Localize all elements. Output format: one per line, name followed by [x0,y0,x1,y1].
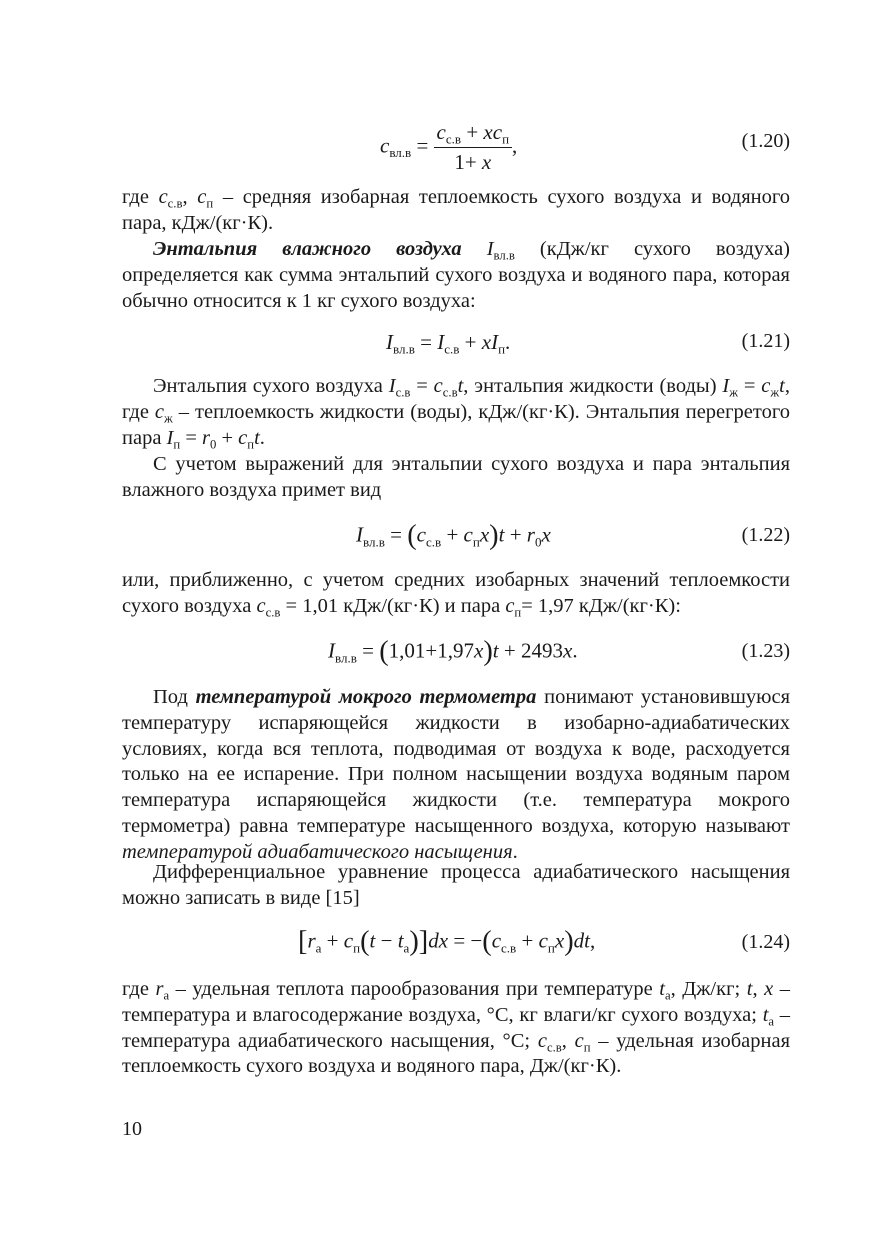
paragraph-7: Дифференциальное уравнение процесса адиабатического насыщения можно записать в виде [15] [122,861,790,909]
equation-number: (1.22) [741,524,790,546]
equation-number: (1.23) [741,640,790,662]
paragraph-2: Энтальпия влажного воздуха $I_{вл.в}$ (кДж/кг сухого воздуха) определяется как сумма энтальпий сухого воздуха и водяного пара, которая обычно относится к 1 кг сухого воздуха: [122,238,791,312]
equation-1-22: $I_{вл.в} = (c_{с.в} + c_пx)t + r_0x$ (1.22) [356,520,790,551]
equation-1-24: $[r_а + c_п(t - t_а)]dx = -(c_{с.в} + c_пx)dt$, (1.24) [298,926,790,957]
term-humid-air-enthalpy: Энтальпия влажного воздуха [153,238,462,260]
equation-1-20: $c_{вл.в}$ = $\frac{c_{с.в} + xc_п}{1+ x}$ , (1.20) [380,120,790,174]
term-wet-bulb-temperature: температурой мокрого термометра [195,686,537,708]
page-number: 10 [122,1118,142,1140]
equation-1-21: $I_{вл.в} = I_{с.в} + xI_п$. (1.21) [386,330,790,357]
equation-1-23: $I_{вл.в} = (1,01+1,97x)t + 2493x$. (1.23) [328,636,790,667]
equation-number: (1.20) [741,130,790,152]
term-adiabatic-saturation-temperature: температурой адиабатического насыщения [122,840,513,863]
equation-number: (1.24) [741,931,790,953]
paragraph-3: Энтальпия сухого воздуха $I_{с.в} = c_{с.в}t$, энтальпия жидкости (воды) $I_ж = c_жt$, где $c_ж$ – теплоемкость жидкости (воды), кДж/(кг·К). Энтальпия перегретого пара $I_п = r_0 + c_пt$. [122,375,790,452]
equation-number: (1.21) [741,330,790,352]
paragraph-6: Под температурой мокрого термометра понимают установившуюся температуру испаряющейся жидкости в изобарно-адиабатических условиях, когда вся теплота, подводимая от воздуха к воде, расходуется только на ее испарение. При полном насыщении воздуха водяным паром температура испаряющейся жидкости (т.е. температура мокрого термометра) равна температуре насыщенного воздуха, которую называют температурой адиабатического насыщения. [122,686,790,863]
paragraph-5: или, приближенно, с учетом средних изобарных значений теплоемкости сухого воздуха $c_{с.в} = 1,01$ кДж/(кг·К) и пара $c_п= 1,97$ кДж/(кг·К): [122,569,790,620]
paragraph-8: где $r_а$ – удельная теплота парообразования при температуре $t_а$, Дж/кг; t, x – температура и влагосодержание воздуха, °С, кг влаги/кг сухого воздуха; $t_а$ – температура адиабатического насыщения, °С; $c_{с.в}$, $c_п$ – удельная изобарная теплоемкость сухого воздуха и водяного пара, Дж/(кг·К). [122,978,791,1078]
paragraph-1: где $c_{с.в}$, $c_п$ – средняя изобарная теплоемкость сухого воздуха и водяного пара, кДж/(кг·К). [122,186,790,234]
paragraph-4: С учетом выражений для энтальпии сухого воздуха и пара энтальпия влажного воздуха примет вид [122,453,790,501]
